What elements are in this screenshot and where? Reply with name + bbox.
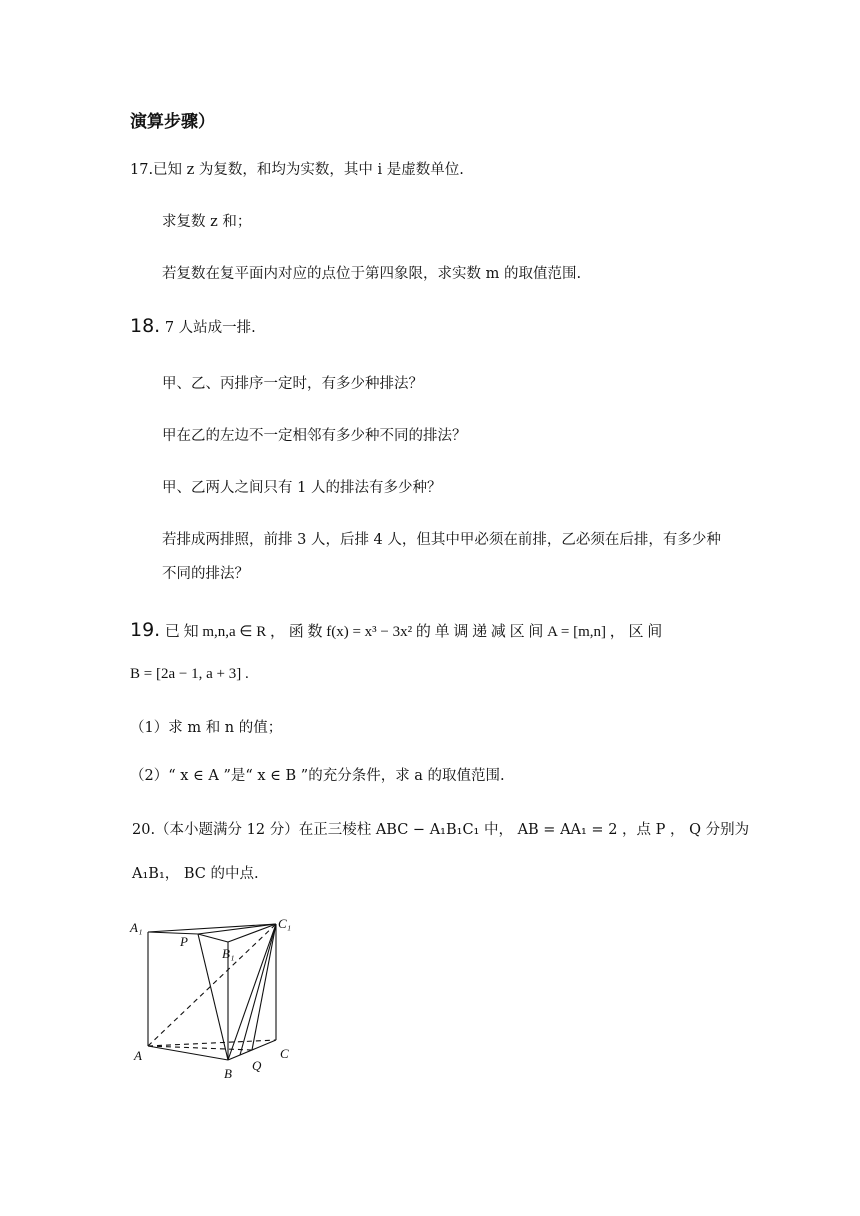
q17-part1: 求复数 z 和；	[162, 214, 252, 230]
edge-ac-dashed	[148, 1040, 276, 1046]
label-c1: C₁	[278, 916, 292, 931]
prism-diagram	[128, 910, 308, 1090]
prism-figure	[128, 910, 308, 1090]
q18-part3: 甲、乙两人之间只有 1 人的排法有多少种？	[162, 480, 442, 496]
q20-stem-line2: A₁B₁， BC 的中点.	[132, 866, 259, 882]
section-heading: 演算步骤）	[130, 112, 215, 132]
q19-stem-line2: B = [2a − 1, a + 3] .	[130, 666, 249, 682]
q18-part4-line1: 若排成两排照，前排 3 人，后排 4 人，但其中甲必须在前排，乙必须在后排，有多少种	[162, 532, 721, 548]
q19-part2: （2）“ x ∈ A ”是“ x ∈ B ”的充分条件，求 a 的取值范围.	[130, 768, 505, 784]
q18-part1: 甲、乙、丙排序一定时，有多少种排法？	[162, 376, 423, 392]
q18-line	[130, 316, 256, 338]
edge-aq-dashed	[148, 1046, 252, 1050]
edge-pb1	[198, 934, 228, 942]
q17-part2: 若复数在复平面内对应的点位于第四象限，求实数 m 的取值范围.	[162, 266, 582, 282]
label-b: B	[224, 1066, 232, 1081]
label-p: P	[180, 934, 188, 949]
edge-c1b	[228, 924, 276, 1060]
edge-c1q	[252, 924, 276, 1050]
q18-number: 18.	[130, 315, 161, 337]
q18-part2: 甲在乙的左边不一定相邻有多少种不同的排法？	[162, 428, 467, 444]
q17-stem: 17.已知 z 为复数，和均为实数，其中 i 是虚数单位.	[130, 162, 464, 178]
q18-part4-line2: 不同的排法？	[162, 566, 249, 582]
label-c: C	[280, 1046, 289, 1061]
label-a1: A₁	[130, 920, 143, 935]
q19-stem-line1: 已 知 m,n,a ∈ R ， 函 数 f(x) = x³ − 3x² 的 单 调 递 减 区 间 A = [m,n] ， 区 间	[164, 624, 663, 640]
q19-number: 19.	[130, 619, 161, 641]
label-a: A	[134, 1048, 142, 1063]
edge-pc1	[198, 924, 276, 934]
label-b1: B₁	[222, 946, 235, 961]
edge-c1-inner	[240, 924, 276, 1055]
q18-stem: 7 人站成一排.	[164, 320, 256, 336]
edge-ab	[148, 1046, 228, 1060]
q19-line1	[130, 620, 662, 642]
label-q: Q	[252, 1058, 262, 1073]
q19-part1: （1）求 m 和 n 的值；	[130, 720, 283, 736]
q20-stem-line1: 20.（本小题满分 12 分）在正三棱柱 ABC − A₁B₁C₁ 中， AB = AA₁ = 2 ，点 P ， Q 分别为	[132, 822, 750, 838]
edge-a1p	[148, 932, 198, 934]
